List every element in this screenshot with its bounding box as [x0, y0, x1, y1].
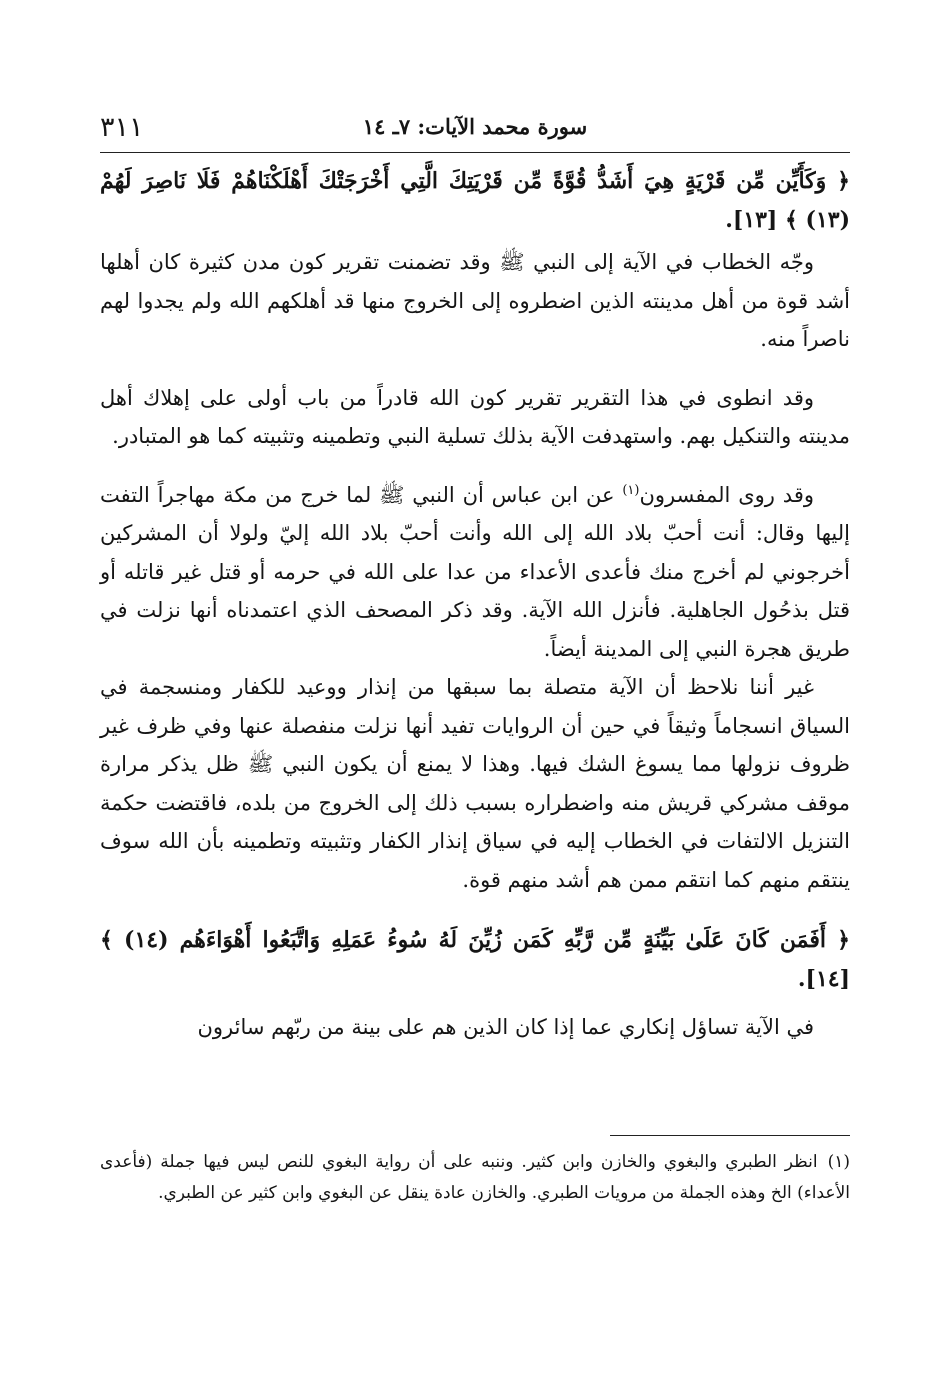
paragraph-3-rest: عن ابن عباس أن النبي ﷺ لما خرج من مكة مهاجراً التفت إليها وقال: أنت أحبّ بلاد الله إلى الله وأنت أحبّ بلاد الله إليّ ولولا أن المشركين أخرجوني لم أخرج منك فأعدى الأعداء من عدا على الله في حرمه أو قتل غير قاتله أو قتل بذحُول الجاهلية. فأنزل الله الآية. وقد ذكر المصحف الذي اعتمدناه أنها نزلت في طريق هجرة النبي إلى المدينة أيضاً.: [100, 482, 850, 661]
paragraph-5: في الآية تساؤل إنكاري عما إذا كان الذين هم على بينة من ربّهم سائرون: [197, 1015, 814, 1039]
quran-verse-13: ﴿ وَكَأَيِّن مِّن قَرْيَةٍ هِيَ أَشَدُّ قُوَّةً مِّن قَرْيَتِكَ الَّتِي أَخْرَجَتْكَ أَهْلَكْنَاهُمْ فَلَا نَاصِرَ لَهُمْ (١٣) ﴾ [١٣].: [100, 168, 850, 233]
footnotes: [100, 1147, 850, 1209]
footnote-reference[interactable]: (١): [622, 482, 640, 498]
page-header: [100, 104, 850, 153]
paragraph-1: وجّه الخطاب في الآية إلى النبي ﷺ وقد تضمنت تقرير كون مدن كثيرة كان أهلها أشد قوة من أهل مدينته الذين اضطروه إلى الخروج منها قد أهلكهم الله ولم يجدوا لهم ناصراً منه.: [100, 250, 850, 351]
paragraph-2: وقد انطوى في هذا التقرير تقرير كون الله قادراً من باب أولى على إهلاك أهل مدينته والتنكيل بهم. واستهدفت الآية بذلك تسلية النبي وتطمينه وتثبيته كما هو المتبادر.: [100, 385, 850, 448]
page-number: ٣١١: [100, 112, 144, 143]
main-text: [100, 158, 850, 1047]
footnote-1: [100, 1147, 850, 1209]
footnote-divider: [610, 1135, 850, 1136]
paragraph-3-start: وقد روى المفسرون: [639, 482, 814, 507]
paragraph-4: غير أننا نلاحظ أن الآية متصلة بما سبقها من إنذار ووعيد للكفار ومنسجمة في السياق انسجاماً وثيقاً في حين أن الروايات تفيد أنها نزلت منفصلة عنها وفي ظرف غير ظروف نزولها مما يسوغ الشك فيها. وهذا لا يمنع أن يكون النبي ﷺ ظل يذكر مرارة موقف مشركي قريش منه واضطراره بسبب ذلك إلى الخروج من بلده، فاقتضت حكمة التنزيل الالتفات في الخطاب إليه في سياق إنذار الكفار وتثبيته وتطمينه بأن الله سوف ينتقم منهم كما انتقم ممن هم أشد منهم قوة.: [100, 675, 850, 892]
footnote-number: (١): [827, 1152, 850, 1172]
footnote-text: انظر الطبري والبغوي والخازن وابن كثير. وننبه على أن رواية البغوي للنص ليس فيها جملة (فأعدى الأعداء) الخ وهذه الجملة من مرويات الطبري. والخازن عادة ينقل عن البغوي وابن كثير عن الطبري.: [100, 1152, 850, 1203]
paragraph-3: [100, 476, 850, 669]
quran-verse-14: ﴿ أَفَمَن كَانَ عَلَىٰ بَيِّنَةٍ مِّن رَّبِّهِ كَمَن زُيِّنَ لَهُ سُوءُ عَمَلِهِ وَاتَّبَعُوا أَهْوَاءَهُم (١٤) ﴾ [١٤].: [100, 927, 850, 992]
running-title: سورة محمد الآيات: ٧ـ ١٤: [362, 114, 588, 139]
